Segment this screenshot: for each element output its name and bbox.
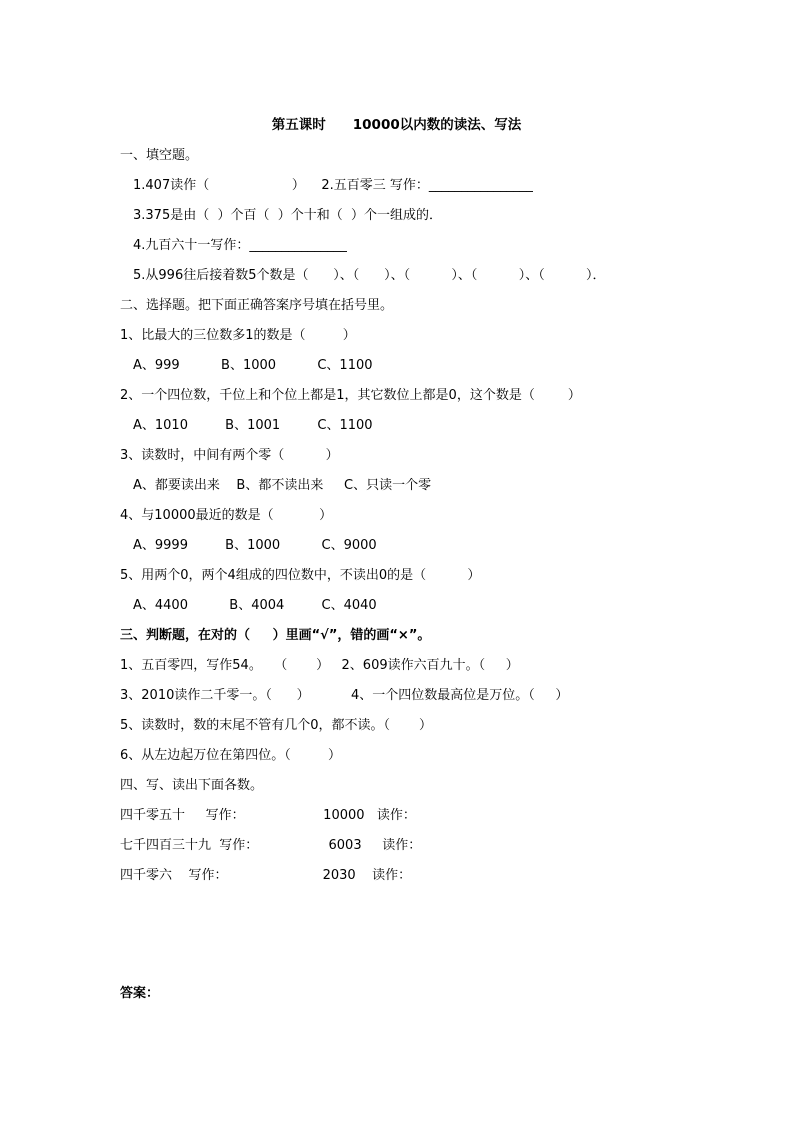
choice-options-1: A、999 B、1000 C、1100	[133, 358, 373, 373]
page-title: 第五课时 10000以内数的读法、写法	[271, 117, 522, 133]
write-read-row-1: 四千零五十 写作： 10000 读作：	[120, 808, 416, 823]
section-3-heading: 三、判断题，在对的（ ）里画“√”，错的画“×”。	[120, 628, 431, 643]
answer-label: 答案：	[120, 986, 160, 1001]
fill-question-3: 3.375是由（ ）个百（ ）个十和（ ）个一组成的．	[133, 208, 443, 223]
judge-question-3-4: 3、2010读作二千零一。（ ） 4、一个四位数最高位是万位。（ ）	[120, 688, 569, 703]
section-2-heading: 二、选择题。把下面正确答案序号填在括号里。	[120, 298, 394, 313]
judge-question-1-2: 1、五百零四，写作54。 （ ） 2、609读作六百九十。（ ）	[120, 658, 519, 673]
write-read-row-3: 四千零六 写作： 2030 读作：	[120, 868, 412, 883]
section-4-heading: 四、写、读出下面各数。	[120, 778, 264, 793]
choice-question-2: 2、一个四位数，千位上和个位上都是1，其它数位上都是0，这个数是（ ）	[120, 388, 581, 403]
choice-options-5: A、4400 B、4004 C、4040	[133, 598, 377, 613]
choice-question-5: 5、用两个0，两个4组成的四位数中，不读出0的是（ ）	[120, 568, 481, 583]
choice-question-4: 4、与10000最近的数是（ ）	[120, 508, 333, 523]
fill-question-1-2: 1.407读作（ ） 2.五百零三 写作：________________	[133, 178, 533, 193]
write-read-row-2: 七千四百三十九 写作： 6003 读作：	[120, 838, 422, 853]
judge-question-5: 5、读数时，数的末尾不管有几个0，都不读。（ ）	[120, 718, 432, 733]
fill-question-5: 5.从996往后接着数5个数是（ ）、（ ）、（ ）、（ ）、（ ）．	[133, 268, 606, 283]
section-1-heading: 一、填空题。	[120, 148, 199, 163]
choice-question-1: 1、比最大的三位数多1的数是（ ）	[120, 328, 356, 343]
fill-question-4: 4.九百六十一写作：_______________	[133, 238, 347, 253]
choice-options-4: A、9999 B、1000 C、9000	[133, 538, 377, 553]
judge-question-6: 6、从左边起万位在第四位。（ ）	[120, 748, 341, 763]
choice-options-2: A、1010 B、1001 C、1100	[133, 418, 373, 433]
choice-question-3: 3、读数时，中间有两个零（ ）	[120, 448, 339, 463]
choice-options-3: A、都要读出来 B、都不读出来 C、只读一个零	[133, 478, 432, 493]
